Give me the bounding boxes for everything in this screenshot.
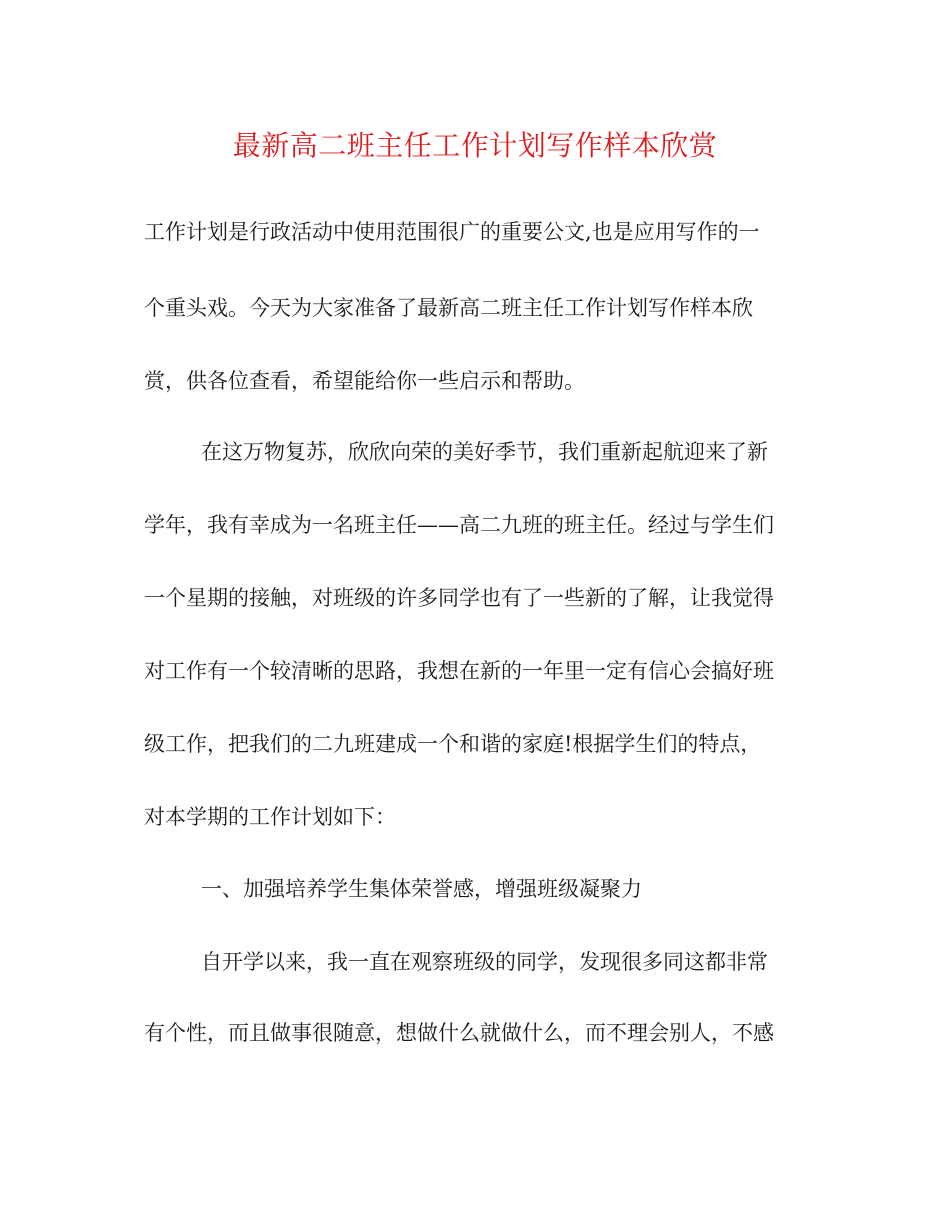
section-heading: 一、加强培养学生集体荣誉感，增强班级凝聚力 — [201, 877, 642, 901]
paragraph-line: 有个性，而且做事很随意，想做什么就做什么，而不理会别人，不感 — [144, 1021, 774, 1045]
paragraph-line: 学年，我有幸成为一名班主任——高二九班的班主任。经过与学生们 — [144, 513, 774, 537]
paragraph-line: 对本学期的工作计划如下： — [144, 805, 396, 829]
paragraph-line: 赏，供各位查看，希望能给你一些启示和帮助。 — [144, 369, 585, 393]
document-title: 最新高二班主任工作计划写作样本欣赏 — [232, 129, 718, 162]
paragraph-line: 一个星期的接触，对班级的许多同学也有了一些新的了解，让我觉得 — [144, 586, 774, 610]
paragraph-line: 在这万物复苏，欣欣向荣的美好季节，我们重新起航迎来了新 — [201, 440, 768, 464]
paragraph-line: 对工作有一个较清晰的思路，我想在新的一年里一定有信心会搞好班 — [144, 659, 774, 683]
paragraph-line: 级工作，把我们的二九班建成一个和谐的家庭!根据学生们的特点， — [144, 732, 762, 756]
paragraph-line: 工作计划是行政活动中使用范围很广的重要公文,也是应用写作的一 — [144, 220, 760, 244]
paragraph-line: 个重头戏。今天为大家准备了最新高二班主任工作计划写作样本欣 — [144, 296, 753, 320]
paragraph-line: 自开学以来，我一直在观察班级的同学，发现很多同这都非常 — [201, 950, 768, 974]
